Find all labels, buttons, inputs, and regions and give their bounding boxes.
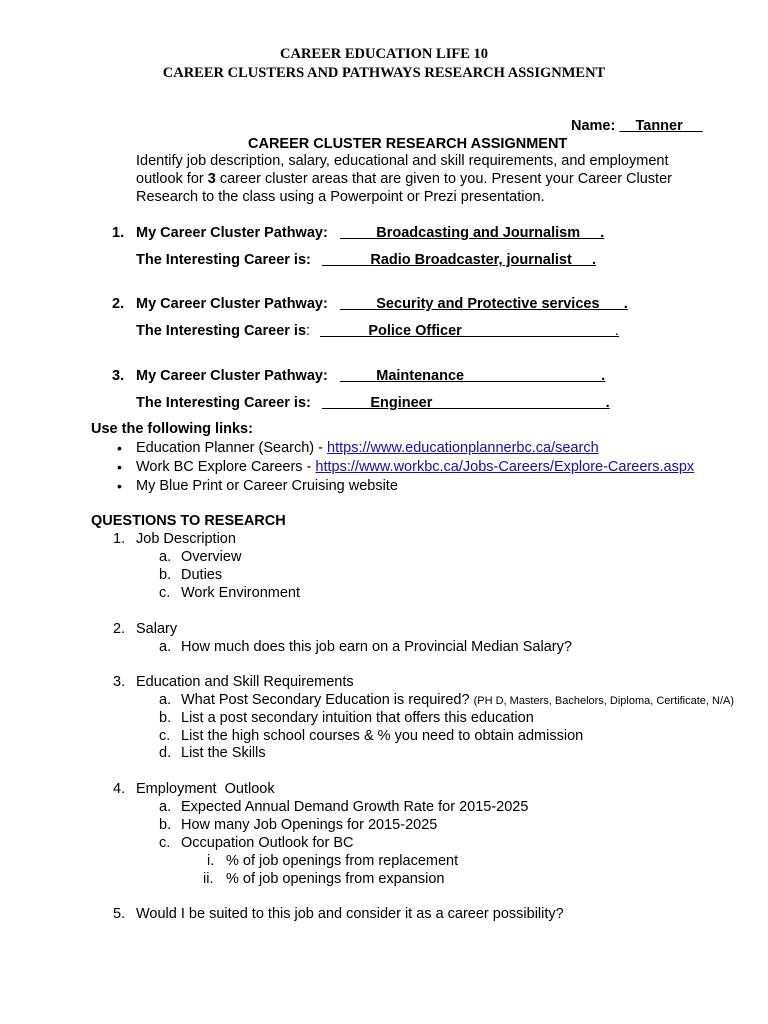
link-item-blueprint: My Blue Print or Career Cruising website	[136, 478, 398, 494]
q4-b-letter: b.	[159, 817, 172, 833]
questions-heading: QUESTIONS TO RESEARCH	[91, 513, 286, 529]
q1-c-text: Work Environment	[181, 585, 300, 601]
q3-number: 3.	[113, 674, 126, 690]
q1-number: 1.	[113, 531, 126, 547]
q2-a-text: How much does this job earn on a Provincial Median Salary?	[181, 639, 572, 655]
q5-text: Would I be suited to this job and consider it as a career possibility?	[136, 906, 564, 922]
q4-c-text: Occupation Outlook for BC	[181, 835, 354, 851]
q3-text: Education and Skill Requirements	[136, 674, 354, 690]
q3-b-text: List a post secondary intuition that offers this education	[181, 710, 534, 726]
pathway-3-value: Maintenance .	[376, 368, 606, 384]
pathway-1-number: 1.	[112, 225, 125, 241]
pathway-3-label: My Career Cluster Pathway:	[136, 368, 328, 384]
q1-a-letter: a.	[159, 549, 172, 565]
q4-c-letter: c.	[159, 835, 171, 851]
q3-d-text: List the Skills	[181, 745, 266, 761]
links-heading: Use the following links:	[91, 421, 253, 437]
intro-line-1: Identify job description, salary, educational and skill requirements, and employment	[136, 153, 669, 169]
q4-i-numeral: i.	[207, 853, 215, 869]
q5-number: 5.	[113, 906, 126, 922]
link-item-workbc: Work BC Explore Careers - https://www.workbc.ca/Jobs-Careers/Explore-Careers.aspx	[136, 459, 695, 475]
name-field	[571, 118, 703, 134]
q2-number: 2.	[113, 621, 126, 637]
intro-line-3: Research to the class using a Powerpoint or Prezi presentation.	[136, 189, 545, 205]
q4-ii-numeral: ii.	[203, 871, 214, 887]
doc-title-line1: CAREER EDUCATION LIFE 10	[280, 46, 488, 62]
q3-a-text: What Post Secondary Education is required? (PH D, Masters, Bachelors, Diploma, Certificate, N/A)	[181, 692, 734, 708]
career-2-value: Police Officer .	[368, 323, 619, 339]
q2-a-letter: a.	[159, 639, 172, 655]
link-item-education-planner: Education Planner (Search) - https://www.educationplannerbc.ca/search	[136, 440, 599, 456]
pathway-1-label: My Career Cluster Pathway:	[136, 225, 328, 241]
bullet-icon: •	[117, 459, 122, 475]
q4-a-letter: a.	[159, 799, 172, 815]
intro-line-2: outlook for 3 career cluster areas that are given to you. Present your Career Cluster	[136, 171, 672, 187]
q4-ii-text: % of job openings from expansion	[226, 871, 445, 887]
q4-number: 4.	[113, 781, 126, 797]
q1-a-text: Overview	[181, 549, 242, 565]
education-planner-link[interactable]: https://www.educationplannerbc.ca/search	[327, 440, 599, 456]
name-value: Tanner	[635, 118, 683, 134]
q4-b-text: How many Job Openings for 2015-2025	[181, 817, 438, 833]
q1-b-text: Duties	[181, 567, 223, 583]
bullet-icon: •	[117, 440, 122, 456]
career-3-value: Engineer .	[370, 395, 610, 411]
section-title: CAREER CLUSTER RESEARCH ASSIGNMENT	[248, 136, 568, 152]
pathway-2-value: Security and Protective services .	[376, 296, 628, 312]
q3-a-letter: a.	[159, 692, 172, 708]
workbc-link[interactable]: https://www.workbc.ca/Jobs-Careers/Explore-Careers.aspx	[315, 459, 695, 475]
pathway-2-number: 2.	[112, 296, 125, 312]
bullet-icon: •	[117, 478, 122, 494]
pathway-3-number: 3.	[112, 368, 125, 384]
q3-d-letter: d.	[159, 745, 172, 761]
pathway-1-value: Broadcasting and Journalism .	[376, 225, 605, 241]
q4-i-text: % of job openings from replacement	[226, 853, 459, 869]
q1-b-letter: b.	[159, 567, 172, 583]
q4-text: Employment Outlook	[136, 781, 275, 797]
name-label: Name:	[571, 118, 616, 134]
q1-c-letter: c.	[159, 585, 171, 601]
q3-b-letter: b.	[159, 710, 172, 726]
career-3-label: The Interesting Career is:	[136, 395, 311, 411]
q1-text: Job Description	[136, 531, 236, 547]
pathway-2-label: My Career Cluster Pathway:	[136, 296, 328, 312]
career-2-label: The Interesting Career is:	[136, 323, 311, 339]
doc-title-line2: CAREER CLUSTERS AND PATHWAYS RESEARCH ASSIGNMENT	[162, 65, 606, 81]
career-1-value: Radio Broadcaster, journalist .	[370, 252, 596, 268]
career-1-label: The Interesting Career is:	[136, 252, 311, 268]
q4-a-text: Expected Annual Demand Growth Rate for 2015-2025	[181, 799, 529, 815]
q2-text: Salary	[136, 621, 178, 637]
q3-c-letter: c.	[159, 728, 171, 744]
q3-c-text: List the high school courses & % you need to obtain admission	[181, 728, 584, 744]
